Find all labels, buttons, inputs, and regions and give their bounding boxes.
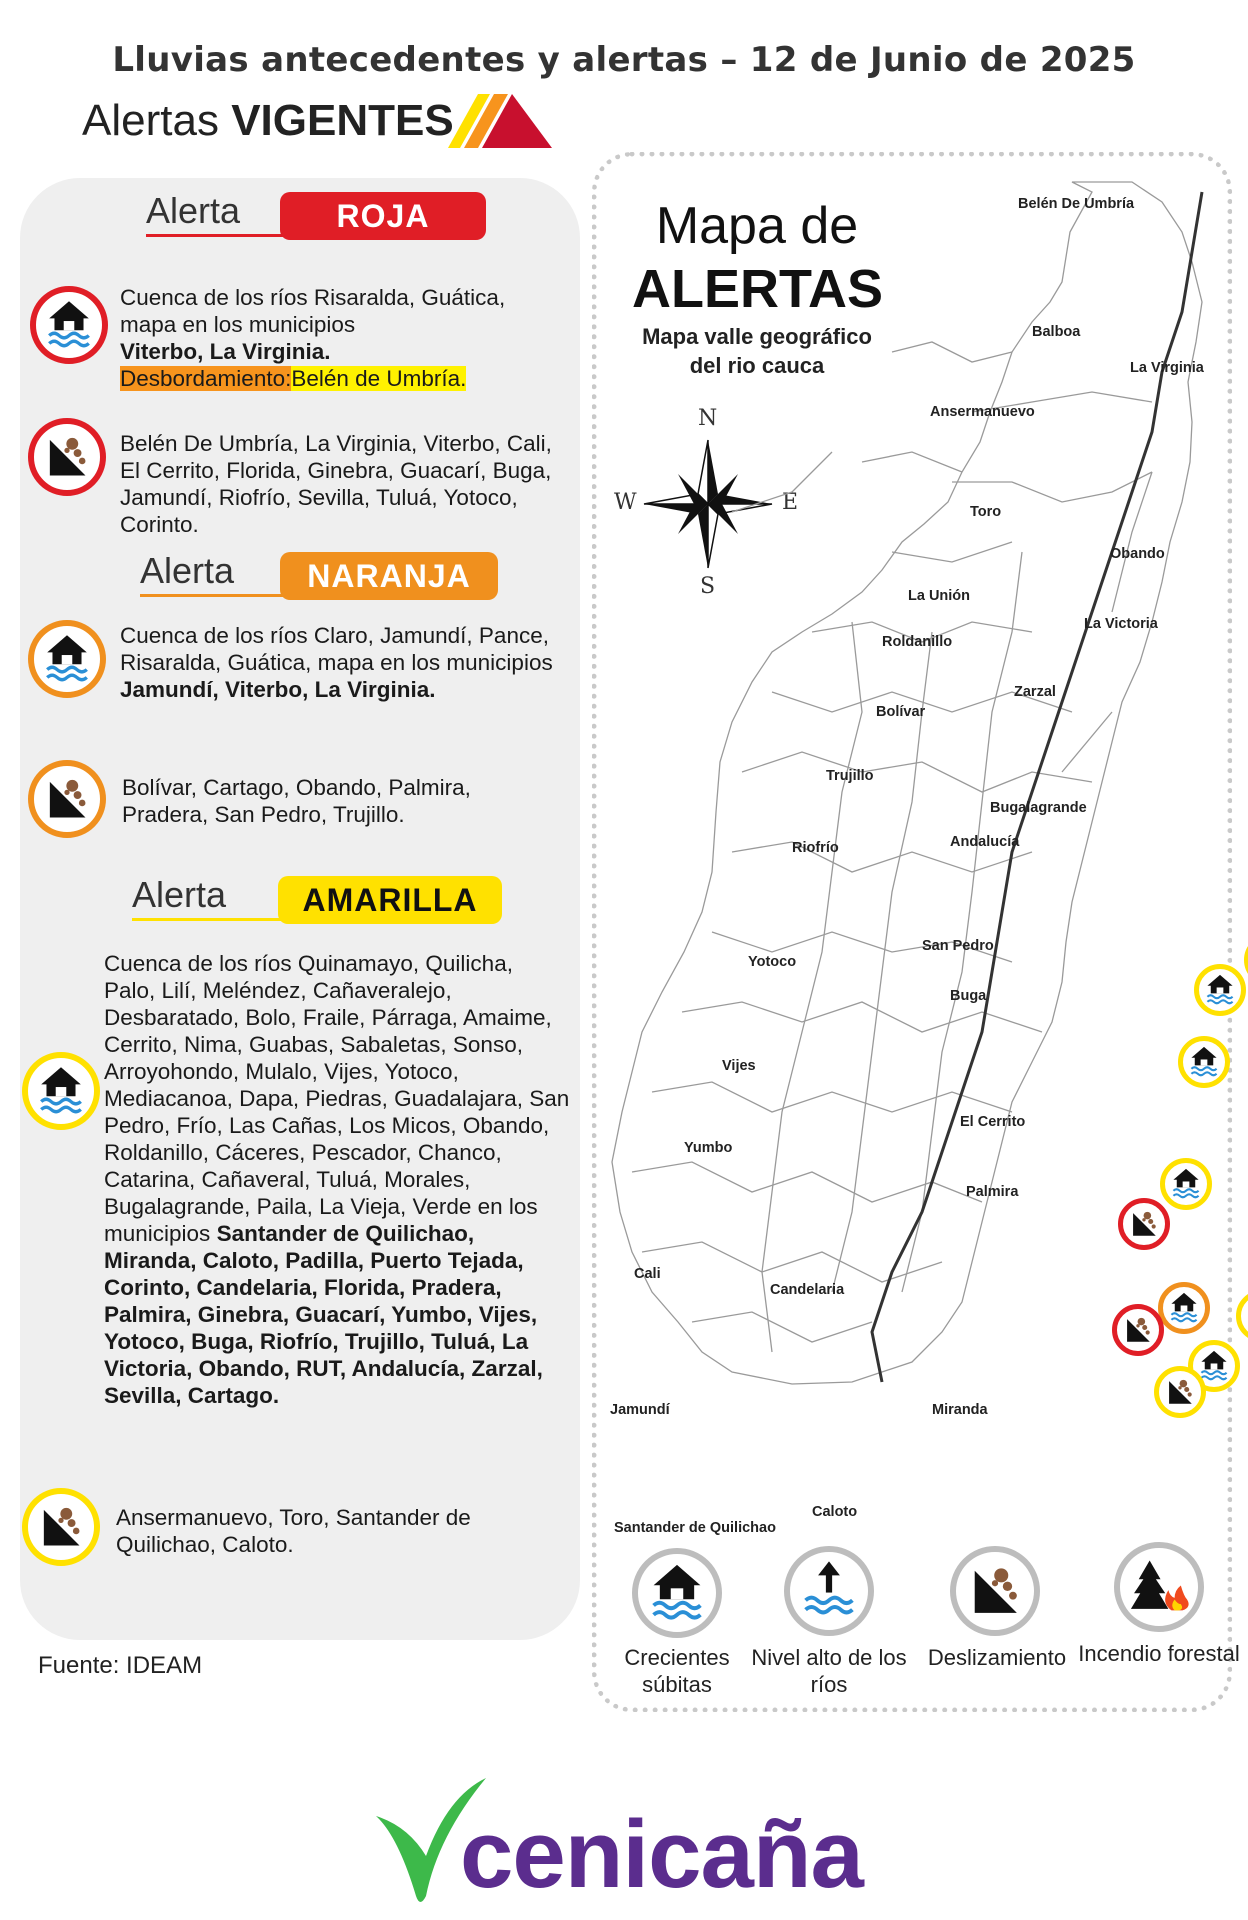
map-flood-marker-icon <box>1194 964 1246 1016</box>
compass-s: S <box>700 574 716 599</box>
roja-creciente-bold: Viterbo, La Virginia. <box>120 339 331 364</box>
amarilla-deslizamiento-text: Ansermanuevo, Toro, Santander de Quilichao, Caloto. <box>116 1505 471 1557</box>
roja-creciente-text <box>120 284 560 392</box>
source-text: Fuente: IDEAM <box>38 1652 203 1679</box>
legend-fire-icon <box>1114 1542 1204 1632</box>
naranja-deslizamiento-text: Bolívar, Cartago, Obando, Palmira, Pradera, San Pedro, Trujillo. <box>122 775 471 827</box>
naranja-creciente-text <box>120 622 570 703</box>
muni-label: Zarzal <box>1014 684 1056 700</box>
cenicana-wordmark: cenicaña <box>460 1801 863 1908</box>
alert-amarilla-pill: AMARILLA <box>278 876 502 924</box>
compass-n: N <box>698 406 718 431</box>
alert-roja-header <box>146 190 486 242</box>
naranja-creciente-body: Cuenca de los ríos Claro, Jamundí, Pance, Risaralda, Guática, mapa en los municipios <box>120 623 553 675</box>
muni-label: Vijes <box>722 1058 756 1074</box>
alert-roja-pill: ROJA <box>280 192 486 240</box>
muni-label: Belén De Umbría <box>1018 196 1135 212</box>
muni-label: Riofrío <box>792 840 839 856</box>
alert-word: Alerta <box>132 874 227 915</box>
muni-label: La Victoria <box>1084 616 1158 632</box>
map-title-line2: ALERTAS <box>632 259 883 319</box>
vigentes-heading <box>82 96 454 146</box>
vigentes-bold: VIGENTES <box>231 96 454 145</box>
flood-icon <box>30 286 108 364</box>
map-subtitle-line1: Mapa valle geográfico <box>642 324 872 349</box>
muni-label: San Pedro <box>922 938 994 954</box>
amarilla-creciente-text <box>104 950 570 1409</box>
legend-nivel-label: Nivel alto de los ríos <box>751 1645 907 1697</box>
map-title-line1: Mapa de <box>655 197 859 255</box>
muni-label: Palmira <box>966 1184 1019 1200</box>
legend-landslide-icon <box>950 1546 1040 1636</box>
map-flood-marker-icon <box>1244 934 1248 986</box>
alert-naranja-header <box>140 550 500 602</box>
landslide-icon <box>22 1488 100 1566</box>
map-subtitle-line2: del rio cauca <box>689 353 825 378</box>
page-title: Lluvias antecedentes y alertas – 12 de Junio de 2025 <box>112 40 1136 80</box>
map-flood-marker-icon <box>1160 1158 1212 1210</box>
muni-label: Buga <box>950 988 987 1004</box>
alert-underline <box>140 594 290 597</box>
muni-label: Ansermanuevo <box>930 404 1035 420</box>
muni-label: La Virginia <box>1130 360 1204 376</box>
legend-incendio-label: Incendio forestal <box>1078 1641 1240 1666</box>
amarilla-creciente-body: Cuenca de los ríos Quinamayo, Quilicha, Palo, Lilí, Meléndez, Cañaveralejo, Desbaratado, Bolo, Fraile, Párraga, Amaime, Cerrito, Nima, Guabas, Sabaletas, Sonso, Arroyohondo, Mulalo, Vijes, Yotoco, Mediacanoa, Dapa, Piedras, Guadalajara, San Pedro, Frío, Las Cañas, Los Micos, Obando, Roldanillo, Cáceres, Pescador, Chanco, Catarina, Cañaveral, Tuluá, Morales, Bugalagrande, Paila, La Vieja, Verde en los municipios <box>104 951 570 1246</box>
roja-creciente-body: Cuenca de los ríos Risaralda, Guática, mapa en los municipios <box>120 285 506 337</box>
roja-deslizamiento-text: Belén De Umbría, La Virginia, Viterbo, Cali, El Cerrito, Florida, Ginebra, Guacarí, Buga, Jamundí, Riofrío, Sevilla, Tuluá, Yotoco, Corinto. <box>120 431 552 537</box>
muni-label: Andalucía <box>950 834 1020 850</box>
flood-icon <box>28 620 106 698</box>
triangles-logo-icon <box>448 90 552 148</box>
amarilla-creciente-bold: Santander de Quilichao, Miranda, Caloto, Padilla, Puerto Tejada, Corinto, Candelaria, Florida, Pradera, Palmira, Ginebra, Guacarí, Yumbo, Vijes, Yotoco, Buga, Riofrío, Trujillo, Tuluá, La Victoria, Obando, RUT, Andalucía, Zarzal, Sevilla, Cartago. <box>104 1221 543 1408</box>
compass-e: E <box>782 490 799 515</box>
muni-label: Caloto <box>812 1504 858 1520</box>
muni-label: El Cerrito <box>960 1114 1026 1130</box>
map-landslide-marker-icon <box>1154 1366 1206 1418</box>
alert-word: Alerta <box>140 550 235 591</box>
legend-river-level-icon <box>784 1546 874 1636</box>
valle-map-outline <box>592 152 1232 1712</box>
map-flood-marker-icon <box>1178 1036 1230 1088</box>
muni-label: Bolívar <box>876 704 926 720</box>
alert-word: Alerta <box>146 190 241 231</box>
muni-label: Obando <box>1110 546 1165 562</box>
roja-desbordamiento-label: Desbordamiento: <box>120 366 292 391</box>
map-landslide-marker-icon <box>1118 1198 1170 1250</box>
alert-naranja-pill: NARANJA <box>280 552 498 600</box>
muni-label: Yotoco <box>748 954 797 970</box>
legend-creciente-label: Crecientes súbitas <box>624 1645 730 1697</box>
muni-label: Santander de Quilichao <box>614 1520 776 1536</box>
muni-label: Toro <box>970 504 1002 520</box>
flood-icon <box>22 1052 100 1130</box>
muni-label: Miranda <box>932 1402 988 1418</box>
vigentes-prefix: Alertas <box>82 96 219 145</box>
map-flood-marker-icon <box>1236 1290 1248 1342</box>
muni-label: Jamundí <box>610 1402 670 1418</box>
landslide-icon <box>28 760 106 838</box>
alert-underline <box>146 234 296 237</box>
landslide-icon <box>28 418 106 496</box>
map-flood-marker-icon <box>1158 1282 1210 1334</box>
muni-label: Trujillo <box>826 768 874 784</box>
compass-w: W <box>614 490 637 515</box>
muni-label: Cali <box>634 1266 661 1282</box>
muni-label: Roldanillo <box>882 634 953 650</box>
roja-desbordamiento-place: Belén de Umbría. <box>291 366 467 391</box>
alert-amarilla-header <box>132 874 502 926</box>
muni-label: Bugalagrande <box>990 800 1087 816</box>
muni-label: La Unión <box>908 588 971 604</box>
map-landslide-marker-icon <box>1112 1304 1164 1356</box>
muni-label: Balboa <box>1032 324 1081 340</box>
legend-deslizamiento-label: Deslizamiento <box>927 1645 1067 1670</box>
legend-flood-icon <box>632 1548 722 1638</box>
muni-label: Yumbo <box>684 1140 733 1156</box>
muni-label: Candelaria <box>770 1282 845 1298</box>
naranja-creciente-bold: Jamundí, Viterbo, La Virginia. <box>120 677 436 702</box>
alert-underline <box>132 918 282 921</box>
